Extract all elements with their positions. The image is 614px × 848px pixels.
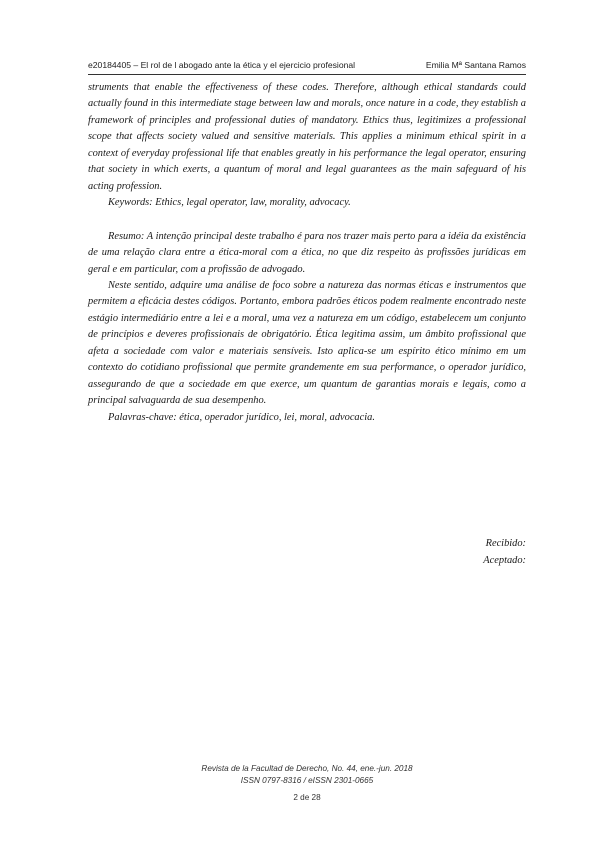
resumo-pt: Resumo: A intenção principal deste trabalho é para nos trazer mais perto para a idéia da existência de uma relação clara entre a ética-moral com a ética, no que diz respeito às profissões jurídicas em geral e em particular, com a profissão de advogado. <box>88 230 526 275</box>
resumo-pt-paragraph-2: Neste sentido, adquire uma análise de foco sobre a natureza das normas éticas e instrumentos que permitem a eficácia destes códigos. Portanto, embora padrões éticos podem realmente encontrado neste estágio intermediário entre a lei e a moral, uma vez a natureza em um código, estabelecem um conjunto de princípios e deveres profissionais de obrigatório. Ética legitima assim, um âmbito profissional que afeta a sociedade com valor e materiais sensíveis. Isto aplica-se um espírito ético mínimo em um contexto do cotidiano profissional que permite grandemente em sua performance, o operador jurídico, assegurando de que a sociedade em que exerce, um quantum de garantias morais e legais, como a principal salvaguarda de sua desempenho. <box>88 279 526 407</box>
submission-dates <box>483 536 526 569</box>
header-author: Emilia Mª Santana Ramos <box>425 60 526 70</box>
running-header <box>88 58 526 75</box>
section-gap <box>88 212 526 229</box>
abstracts-body <box>88 80 526 426</box>
received-label: Recibido: <box>485 538 526 549</box>
footer-journal: Revista de la Facultad de Derecho, No. 44, ene.-jun. 2018 <box>201 764 413 773</box>
abstract-en-continuation: struments that enable the effectiveness of these codes. Therefore, although ethical standards could actually found in this intermediate stage between law and morals, once nature in a code, they establish a framework of principles and professional duties of mandatory. Ethics thus, legitimizes a professional scope that affects society valued and sensitive materials. This applies a minimum ethical spirit in a context of everyday professional life that enables greatly in his performance the legal operator, ensuring that society in which exerts, a quantum of moral and legal guarantees as the main safeguard of his acting profession. <box>88 82 526 192</box>
page-number: 2 de 28 <box>293 793 321 802</box>
keywords-en: Keywords: Ethics, legal operator, law, morality, advocacy. <box>108 197 351 209</box>
keywords-pt: Palavras-chave: ética, operador jurídico, lei, moral, advocacia. <box>108 411 375 423</box>
footer-issn: ISSN 0797-8316 / eISSN 2301-0665 <box>240 775 374 785</box>
accepted-label: Aceptado: <box>483 554 526 566</box>
page-footer <box>88 763 526 804</box>
header-article-title: e20184405 – El rol de l abogado ante la ética y el ejercicio profesional <box>88 60 356 70</box>
